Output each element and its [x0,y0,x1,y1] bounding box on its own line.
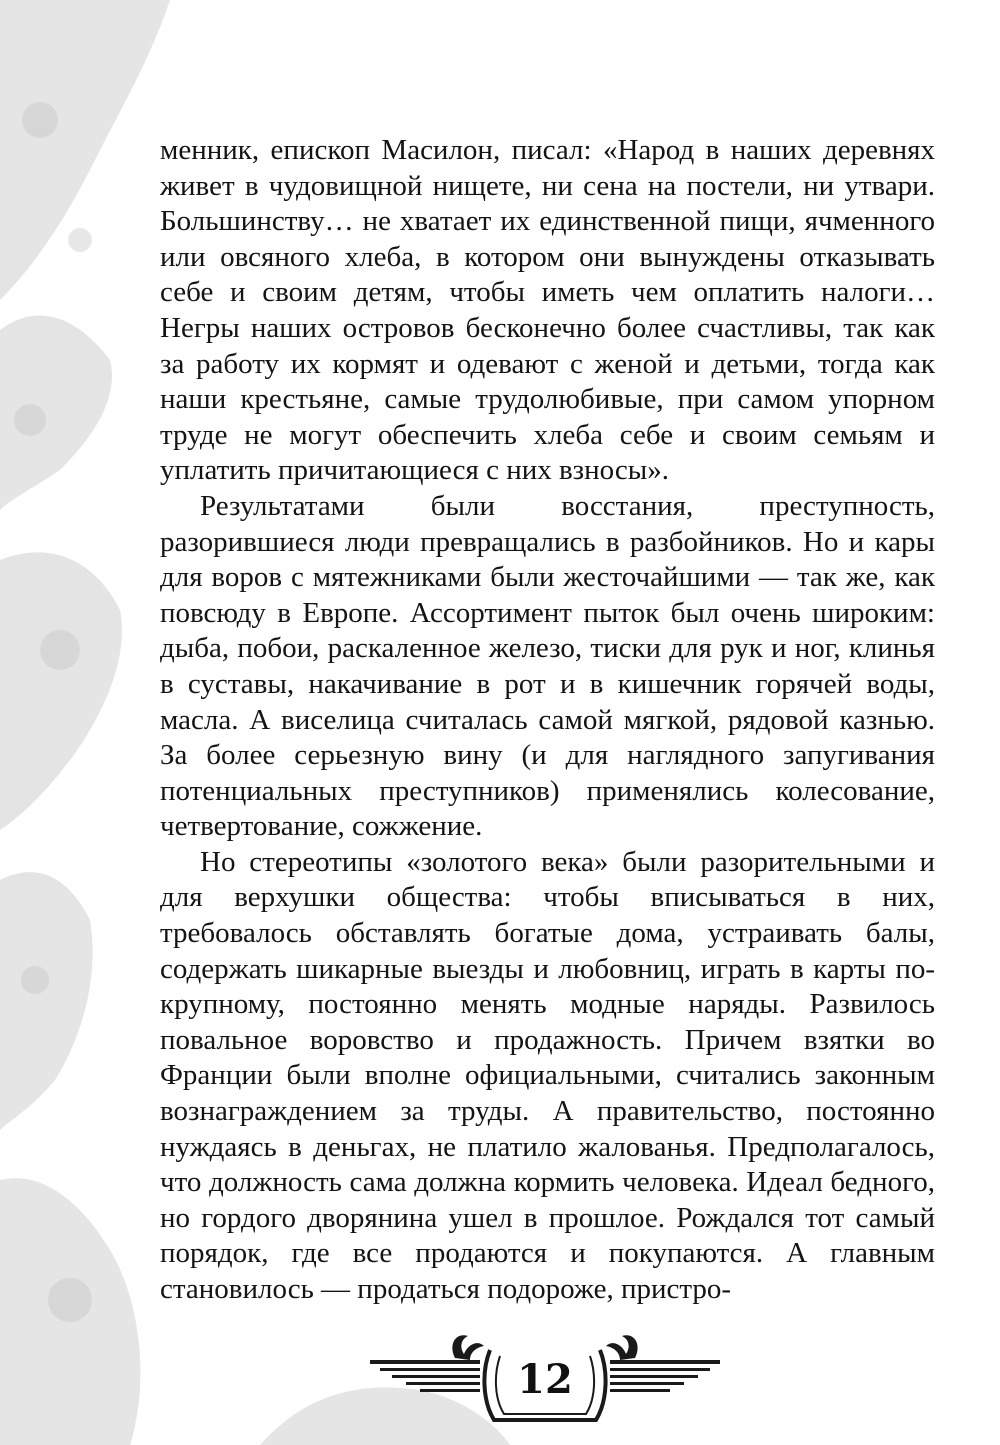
paragraph-1: менник, епископ Масилон, писал: «Народ в наших деревнях живет в чудовищной нищете, ни сена на постели, ни утвари. Большинству… не хватает их единственной пищи, ячменного или овсяного хлеба, в котором они вынуждены отказывать себе и своим детям, чтобы иметь чем оплатить налоги… Негры наших островов бесконечно более счастливы, так как за работу их кормят и одевают с женой и детьми, тогда как наши крестьяне, самые трудолюбивые, при самом упорном труде не могут обеспечить хлеба себе и своим семьям и уплатить причитающиеся с них взносы». [160,134,935,487]
body-text [160,133,935,1308]
page-number-ornament [360,1330,730,1430]
page-number: 12 [517,1356,573,1403]
paragraph-2: Результатами были восстания, преступность, разорившиеся люди превращались в разбойников. Но и кары для воров с мятежниками были жесточайшими — так же, как повсюду в Европе. Ассортимент пыток был очень широким: дыба, побои, раскаленное железо, тиски для рук и ног, клинья в суставы, накачивание в рот и в кишечник горячей воды, масла. А виселица считалась самой мягкой, рядовой казнью. За более серьезную вину (и для наглядного запугивания потенциальных преступников) применялись колесование, четвертование, сожжение. [160,489,935,843]
paragraph-3: Но стереотипы «золотого века» были разорительными и для верхушки общества: чтобы вписываться в них, требовалось обставлять богатые дома, устраивать балы, содержать шикарные выезды и любовниц, играть в карты по-крупному, постоянно менять модные наряды. Развилось повальное воровство и продажность. Причем взятки во Франции были вполне официальными, считались законным вознаграждением за труды. А правительство, постоянно нуждаясь в деньгах, не платило жалованья. Предполагалось, что должность сама должна кормить человека. Идеал бедного, но гордого дворянина ушел в прошлое. Рождался тот самый порядок, где все продаются и покупаются. А главным становилось — продаться подороже, пристро- [160,845,935,1305]
